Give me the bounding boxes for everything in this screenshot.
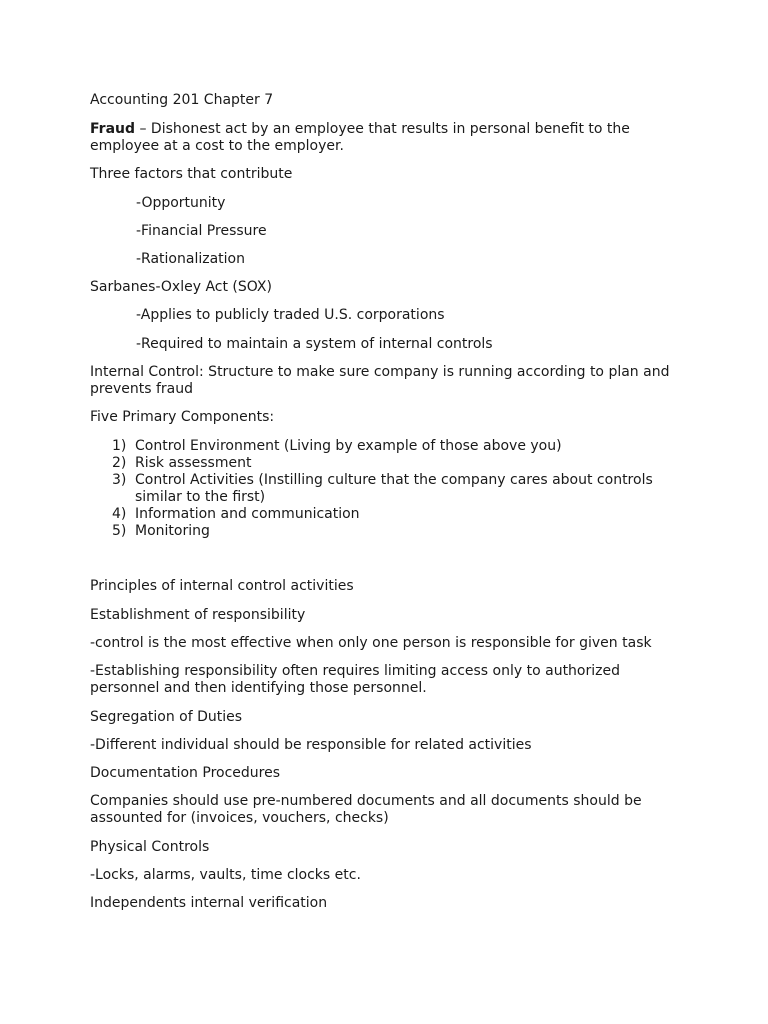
sox-heading: Sarbanes-Oxley Act (SOX) [90,279,272,295]
fraud-definition [90,121,680,155]
list-item [112,506,672,523]
sox-item: -Required to maintain a system of internal controls [136,336,493,352]
list-number: 4) [112,506,127,522]
internal-control-definition: Internal Control: Structure to make sure company is running according to plan and prevents fraud [90,364,670,397]
segregation-text: -Different individual should be responsible for related activities [90,737,532,753]
principles-heading: Principles of internal control activities [90,578,354,594]
list-number: 2) [112,455,127,471]
fraud-definition-text: – Dishonest act by an employee that results in personal benefit to the employee at a cost to the employer. [90,121,630,154]
list-text: Monitoring [135,523,210,539]
sox-item: -Applies to publicly traded U.S. corporations [136,307,445,323]
factors-heading: Three factors that contribute [90,166,293,182]
physical-heading: Physical Controls [90,839,210,855]
list-item [112,523,672,540]
documentation-text: Companies should use pre-numbered documents and all documents should be assounted for (invoices, vouchers, checks) [90,793,642,826]
list-number: 3) [112,472,127,488]
factor-item: -Rationalization [136,251,245,267]
verification-heading: Independents internal verification [90,895,328,911]
list-number: 5) [112,523,127,539]
responsibility-text: -control is the most effective when only one person is responsible for given task [90,635,652,651]
components-heading: Five Primary Components: [90,409,275,425]
factor-item: -Opportunity [136,195,226,211]
list-text: Information and communication [135,506,360,522]
segregation-heading: Segregation of Duties [90,709,243,725]
fraud-term: Fraud [90,121,136,137]
list-item [112,438,672,455]
list-item [112,455,672,472]
responsibility-heading: Establishment of responsibility [90,607,306,623]
responsibility-text: -Establishing responsibility often requires limiting access only to authorized personnel and then identifying those personnel. [90,663,620,696]
factor-item: -Financial Pressure [136,223,267,239]
list-text: Control Environment (Living by example of those above you) [135,438,562,454]
documentation-heading: Documentation Procedures [90,765,281,781]
list-text: Risk assessment [135,455,252,471]
list-item [112,472,672,506]
list-number: 1) [112,438,127,454]
list-text: Control Activities (Instilling culture that the company cares about controls similar to the first) [135,472,653,505]
document-title: Accounting 201 Chapter 7 [90,92,274,108]
physical-text: -Locks, alarms, vaults, time clocks etc. [90,867,361,883]
